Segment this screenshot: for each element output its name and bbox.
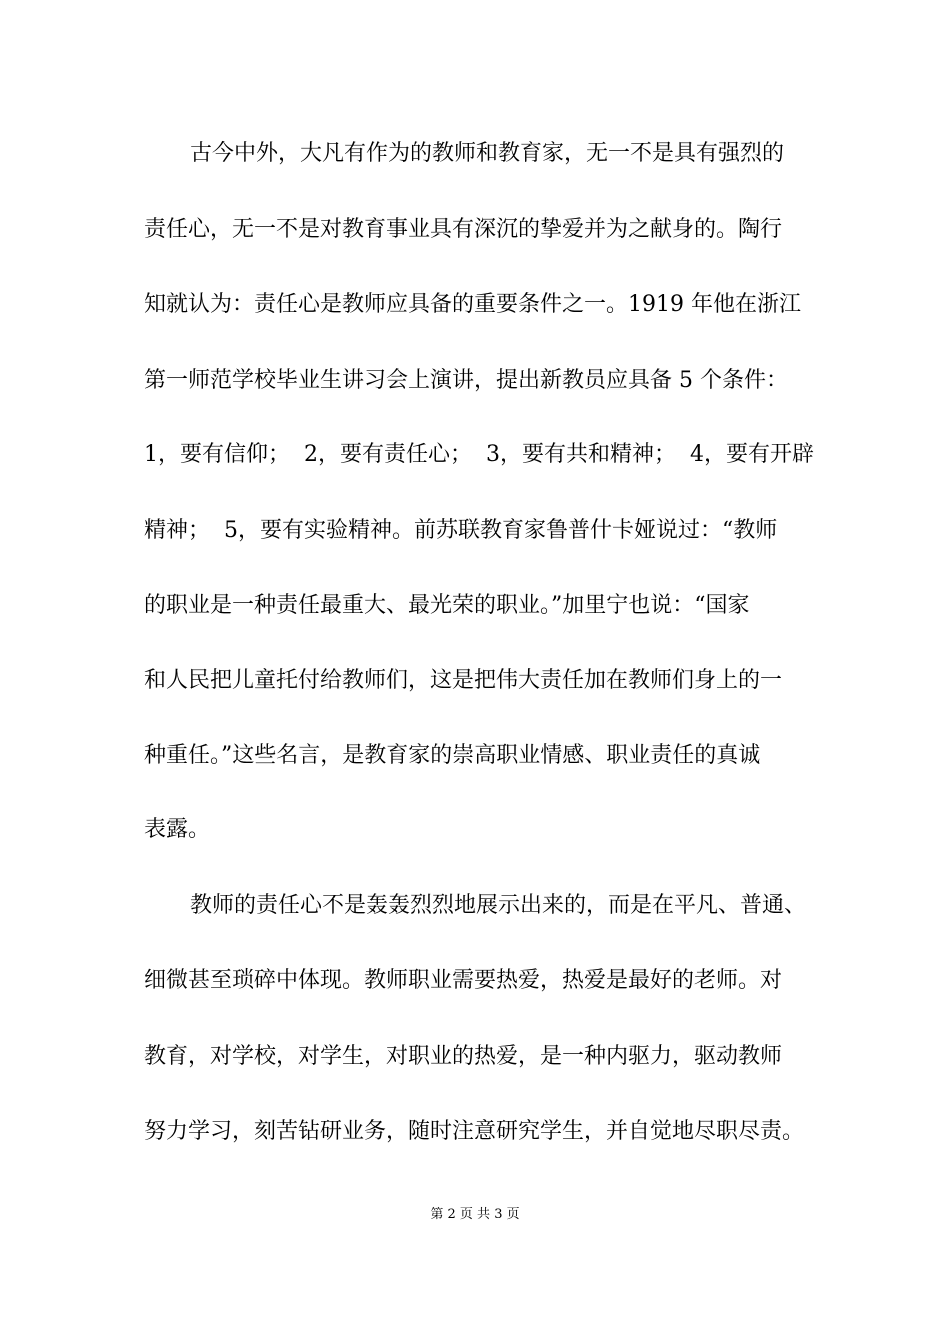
paragraph-1-line-9: 种重任。”这些名言，是教育家的崇高职业情感、职业责任的真诚 [144,743,761,768]
paragraph-2-line-3: 教育，对学校，对学生，对职业的热爱，是一种内驱力，驱动教师 [144,1044,783,1069]
paragraph-1-line-5: 1，要有信仰； 2，要有责任心； 3，要有共和精神； 4，要有开辟 [144,442,814,467]
paragraph-1-line-3: 知就认为：责任心是教师应具备的重要条件之一。1919 年他在浙江 [144,292,801,317]
paragraph-1-line-10: 表露。 [144,817,211,842]
paragraph-1-line-1: 古今中外，大凡有作为的教师和教育家，无一不是具有强烈的 [190,141,785,166]
paragraph-1-line-8: 和人民把儿童托付给教师们，这是把伟大责任加在教师们身上的一 [144,668,783,693]
paragraph-2-line-2: 细微甚至琐碎中体现。教师职业需要热爱，热爱是最好的老师。对 [144,968,783,993]
page-number-footer: 第 2 页 共 3 页 [430,1207,520,1222]
paragraph-1-line-4: 第一师范学校毕业生讲习会上演讲，提出新教员应具备 5 个条件： [144,368,788,393]
paragraph-1-line-6: 精神； 5，要有实验精神。前苏联教育家鲁普什卡娅说过：“教师 [144,518,778,543]
paragraph-2-line-1: 教师的责任心不是轰轰烈烈地展示出来的，而是在平凡、普通、 [190,893,807,918]
paragraph-1-line-7: 的职业是一种责任最重大、最光荣的职业。”加里宁也说：“国家 [144,593,750,618]
paragraph-2-line-4: 努力学习，刻苦钻研业务，随时注意研究学生，并自觉地尽职尽责。 [144,1119,805,1144]
paragraph-1-line-2: 责任心，无一不是对教育事业具有深沉的挚爱并为之献身的。陶行 [144,217,783,242]
